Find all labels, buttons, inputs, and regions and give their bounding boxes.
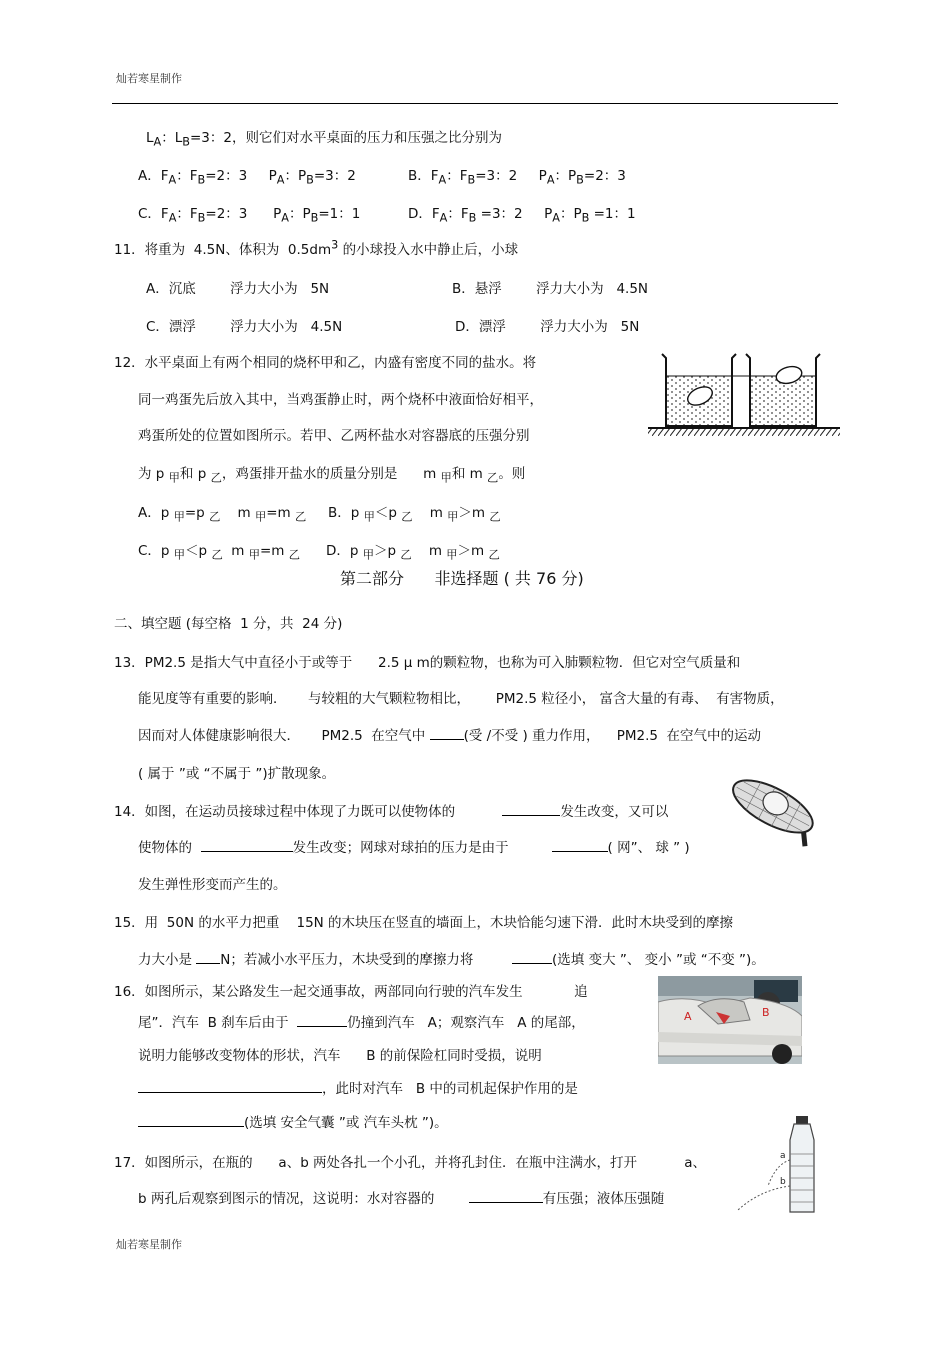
q16-line2: 尾”．汽车 B 刹车后由于 仍撞到汽车 A；观察汽车 A 的尾部， [138,1015,585,1031]
q10-option-b: B．$F_A$：$F_B=3$：2 $P_A$：$P_B=2$：3 [408,168,626,187]
beakers-figure [646,348,842,440]
q14-line3: 发生弹性形变而产生的。 [138,877,287,893]
q12-line1: 12．水平桌面上有两个相同的烧杯甲和乙，内盛有密度不同的盐水。将 [114,355,537,371]
hole-b-label: b [780,1177,786,1187]
q10-stem: $L_A$：$L_B=3$：2，则它们对水平桌面的压力和压强之比分别为 [146,130,502,149]
q13-line3: 因而对人体健康影响很大． PM2.5 在空气中 (受 /不受 ) 重力作用， PM2.5 在空气中的运动 [138,728,762,744]
q12-line4: 为 p $_甲$和 p $_乙$，鸡蛋排开盐水的质量分别是 m $_甲$和 m $_乙$。则 [138,466,526,485]
q15-line2: 力大小是 N；若减小水平压力，木块受到的摩擦力将 (选填 变大 ”、 变小 ”或 “不变 ”)。 [138,952,765,968]
part2-title: 第二部分 非选择题 ( 共 76 分) [340,569,584,588]
car-a-label: A [684,1010,692,1023]
page-footer: 灿若寒星制作 [116,1238,182,1251]
q11-option-b: B．悬浮 浮力大小为 4.5N [452,281,649,297]
car-crash-photo [658,976,802,1064]
q10-option-c: C．$F_A$：$F_B=2$：3 $P_A$：$P_B=1$：1 [138,206,361,225]
q12-option-a: A．p $_甲$=p $_乙$ m $_甲$=m $_乙$ [138,505,307,524]
water-bottle-figure [730,1114,820,1214]
q16-line3: 说明力能够改变物体的形状，汽车 B 的前保险杠同时受损，说明 [138,1048,542,1064]
q12-line2: 同一鸡蛋先后放入其中，当鸡蛋静止时，两个烧杯中液面恰好相平， [138,392,543,408]
q13-line1: 13．PM2.5 是指大气中直径小于或等于 2.5 μ m的颗粒物，也称为可入肺颗粒物．但它对空气质量和 [114,655,741,671]
q10-option-a: A．$F_A$：$F_B=2$：3 $P_A$：$P_B=3$：2 [138,168,356,187]
q14-line2: 使物体的 发生改变；网球对球拍的压力是由于 ( 网”、 球 ” ) [138,840,690,856]
q15-line1: 15．用 50N 的水平力把重 15N 的木块压在竖直的墙面上，木块恰能匀速下滑．此时木块受到的摩擦 [114,915,734,931]
q12-option-b: B．p $_甲$＜p $_乙$ m $_甲$＞m $_乙$ [328,505,501,524]
q13-line4: ( 属于 ”或 “不属于 ”)扩散现象。 [138,766,336,782]
q12-option-c: C．p $_甲$＜p $_乙$ m $_甲$=m $_乙$ [138,543,301,562]
q12-line3: 鸡蛋所处的位置如图所示。若甲、乙两杯盐水对容器底的压强分别 [138,428,530,444]
q17-line1: 17．如图所示，在瓶的 a、b 两处各扎一个小孔，并将孔封住．在瓶中注满水，打开 a、 [114,1155,707,1171]
page-header: 灿若寒星制作 [116,72,182,85]
hole-a-label: a [780,1151,786,1161]
q16-line5: (选填 安全气囊 ”或 汽车头枕 ”)。 [138,1111,448,1131]
q11-stem: 11．将重为 4.5N、体积为 $0.5dm^3$ 的小球投入水中静止后，小球 [114,238,519,258]
q17-line2: b 两孔后观察到图示的情况，这说明：水对容器的 有压强；液体压强随 [138,1191,665,1207]
q16-line1: 16．如图所示，某公路发生一起交通事故，两部同向行驶的汽车发生 追 [114,984,588,1000]
section2-title: 二、填空题 (每空格 1 分，共 24 分) [114,616,343,632]
header-rule [112,103,838,104]
tennis-racket-figure [724,766,818,854]
car-b-label: B [762,1006,770,1019]
q16-line4: ，此时对汽车 B 中的司机起保护作用的是 [138,1077,578,1097]
q11-option-d: D．漂浮 浮力大小为 5N [455,319,640,335]
q12-option-d: D．p $_甲$＞p $_乙$ m $_甲$＞m $_乙$ [326,543,500,562]
q11-option-c: C．漂浮 浮力大小为 4.5N [146,319,343,335]
q11-option-a: A．沉底 浮力大小为 5N [146,281,330,297]
q10-option-d: D．$F_A$：$F_B =3$：2 $P_A$：$P_B =1$：1 [408,206,636,225]
q14-line1: 14．如图，在运动员接球过程中体现了力既可以使物体的 发生改变，又可以 [114,804,669,820]
q13-line2: 能见度等有重要的影响． 与较粗的大气颗粒物相比， PM2.5 粒径小， 富含大量的有毒、 有害物质， [138,691,784,707]
